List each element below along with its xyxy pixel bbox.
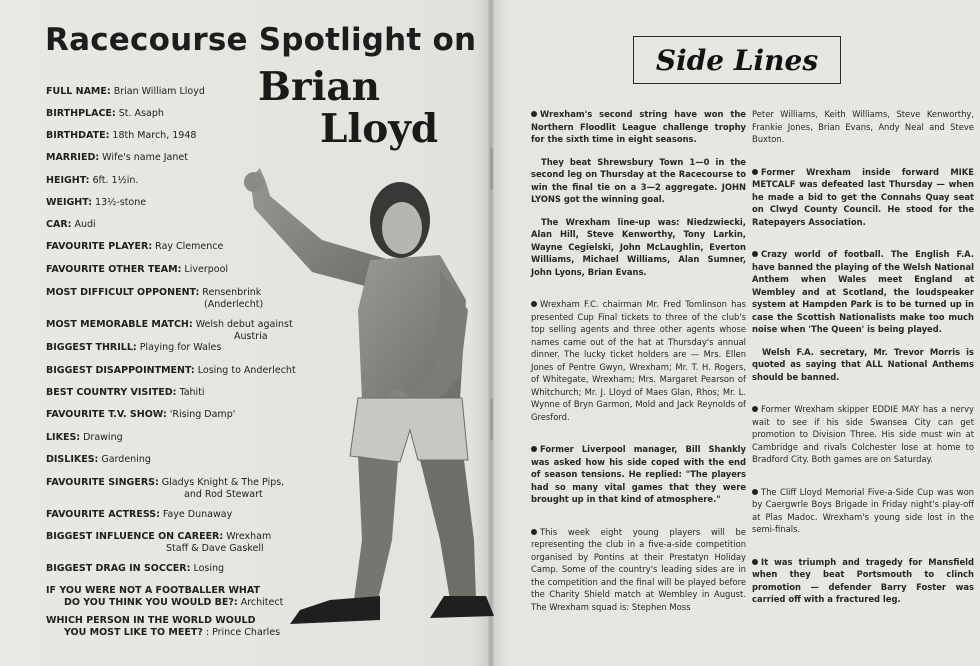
fact-favourite-player: FAVOURITE PLAYER: Ray Clemence — [46, 241, 224, 252]
player-photo — [230, 160, 500, 630]
bullet-icon — [531, 111, 537, 117]
news-item: Wrexham F.C. chairman Mr. Fred Tomlinson has presented Cup Final tickets to three of the club's top selling agents and three other agents whose names came out of the hat at Thursday's annual dinner. The lucky ticket holders are — Mrs. Ellen Jones of Pentre Gwyn, Wrexham; Mr. T. H. Rogers, of Whitegate, Wrexham; Mrs. Margaret Pearson of Whitchurch; Mr. J. Lloyd of Maes Glan, Rhos; Mr. L. Wynne of Bryn Garmon, Mold and Jack Reynolds of Gresford. — [531, 299, 746, 422]
news-item: Former Wrexham skipper EDDIE MAY has a nervy wait to see if his side Swansea City can get promotion to Division Three. His side must win at Cambridge and rivals Colchester lose at home to Bradford City. Both games are on Saturday. — [752, 404, 974, 464]
fact-favourite-singers: FAVOURITE SINGERS: Gladys Knight & The Pips, and Rod Stewart — [46, 477, 285, 500]
side-lines-title: Side Lines — [655, 43, 819, 77]
fact-favourite-actress: FAVOURITE ACTRESS: Faye Dunaway — [46, 509, 233, 520]
player-last-name: Lloyd — [320, 106, 439, 152]
side-lines-title-box — [633, 36, 841, 84]
news-item: Crazy world of football. The English F.A. have banned the playing of the Welsh National Anthem when Wales meet England at Wembley and at Scotland, the loudspeaker system at Hampden Park is to be turned up in case the Scottish Nationalists make too much noise when 'The Queen' is being played. — [752, 249, 974, 334]
bullet-icon — [531, 529, 537, 535]
fact-person-to-meet: WHICH PERSON IN THE WORLD WOULD YOU MOST LIKE TO MEET? : Prince Charles — [46, 615, 281, 638]
spotlight-headline: Racecourse Spotlight on — [45, 22, 477, 58]
fact-most-memorable-match: MOST MEMORABLE MATCH: Welsh debut against Austria — [46, 319, 293, 342]
fact-weight: WEIGHT: 13½-stone — [46, 197, 147, 208]
news-item: They beat Shrewsbury Town 1—0 in the second leg on Thursday at the Racecourse to win the final tie on a 3—2 aggregate. JOHN LYONS got the winning goal. — [531, 156, 746, 204]
news-item: This week eight young players will be representing the club in a five-a-side competition organised by Pontins at their Prestatyn Holiday Camp. Some of the country's leading sides are in the competition and the final will be played before the Charity Shield match at Wembley in August. The Wrexham squad is: Stephen Moss — [531, 526, 746, 612]
fact-car: CAR: Audi — [46, 219, 96, 230]
fact-if-not-footballer: IF YOU WERE NOT A FOOTBALLER WHAT DO YOU THINK YOU WOULD BE?: Architect — [46, 585, 284, 608]
fact-height: HEIGHT: 6ft. 1½in. — [46, 175, 139, 186]
bullet-icon — [752, 251, 758, 257]
left-page — [0, 0, 488, 666]
news-item: Former Liverpool manager, Bill Shankly was asked how his side coped with the end of season tensions. He replied: "The players had so many vital games that they were brought up in that kind of atmosphere." — [531, 444, 746, 504]
fact-favourite-tv-show: FAVOURITE T.V. SHOW: 'Rising Damp' — [46, 409, 236, 420]
fact-dislikes: DISLIKES: Gardening — [46, 454, 151, 465]
right-page — [494, 0, 980, 666]
news-item: The Cliff Lloyd Memorial Five-a-Side Cup was won by Caergwrle Boys Brigade in Friday night's play-off at Plas Madoc. Wrexham's young side lost in the semi-finals. — [752, 486, 974, 534]
news-column-2 — [752, 108, 974, 626]
player-first-name: Brian — [258, 64, 380, 110]
fact-birthdate: BIRTHDATE: 18th March, 1948 — [46, 130, 197, 141]
fact-biggest-disappointment: BIGGEST DISAPPOINTMENT: Losing to Anderlecht — [46, 365, 296, 376]
news-column-1 — [531, 108, 746, 633]
news-item: Welsh F.A. secretary, Mr. Trevor Morris is quoted as saying that ALL National Anthems should be banned. — [752, 346, 974, 382]
news-item: Wrexham's second string have won the Northern Floodlit League challenge trophy for the sixth time in eight seasons. — [531, 109, 746, 144]
bullet-icon — [531, 301, 537, 307]
bullet-icon — [531, 446, 537, 452]
bullet-icon — [752, 406, 758, 412]
bullet-icon — [752, 559, 758, 565]
news-item: Former Wrexham inside forward MIKE METCALF was defeated last Thursday — when he made a bid to get the Connahs Quay seat on Clwyd County Council. He stood for the Ratepayers Association. — [752, 166, 974, 227]
fact-best-country-visited: BEST COUNTRY VISITED: Tahiti — [46, 387, 205, 398]
fact-likes: LIKES: Drawing — [46, 432, 123, 443]
fact-biggest-drag: BIGGEST DRAG IN SOCCER: Losing — [46, 563, 225, 574]
fact-full-name: FULL NAME: Brian William Lloyd — [46, 86, 205, 97]
fact-most-difficult-opponent: MOST DIFFICULT OPPONENT: Rensenbrink (Anderlecht) — [46, 287, 264, 310]
news-item: Peter Williams, Keith Williams, Steve Kenworthy, Frankie Jones, Brian Evans, Andy Neal and Steve Buxton. — [752, 109, 974, 144]
fact-birthplace: BIRTHPLACE: St. Asaph — [46, 108, 164, 119]
fact-favourite-other-team: FAVOURITE OTHER TEAM: Liverpool — [46, 264, 229, 275]
bullet-icon — [752, 489, 758, 495]
news-item: The Wrexham line-up was: Niedzwiecki, Alan Hill, Steve Kenworthy, Tony Larkin, Wayne Cegielski, John McLaughlin, Everton Williams, Michael Williams, Alan Sumner, John Lyons, Brian Evans. — [531, 216, 746, 277]
news-item: It was triumph and tragedy for Mansfield when they beat Portsmouth to clinch promotion — defender Barry Foster was carried off with a fractured leg. — [752, 556, 974, 604]
fact-married: MARRIED: Wife's name Janet — [46, 152, 188, 163]
fact-biggest-influence: BIGGEST INFLUENCE ON CAREER: Wrexham Staff & Dave Gaskell — [46, 531, 272, 554]
fact-biggest-thrill: BIGGEST THRILL: Playing for Wales — [46, 342, 222, 353]
bullet-icon — [752, 169, 758, 175]
